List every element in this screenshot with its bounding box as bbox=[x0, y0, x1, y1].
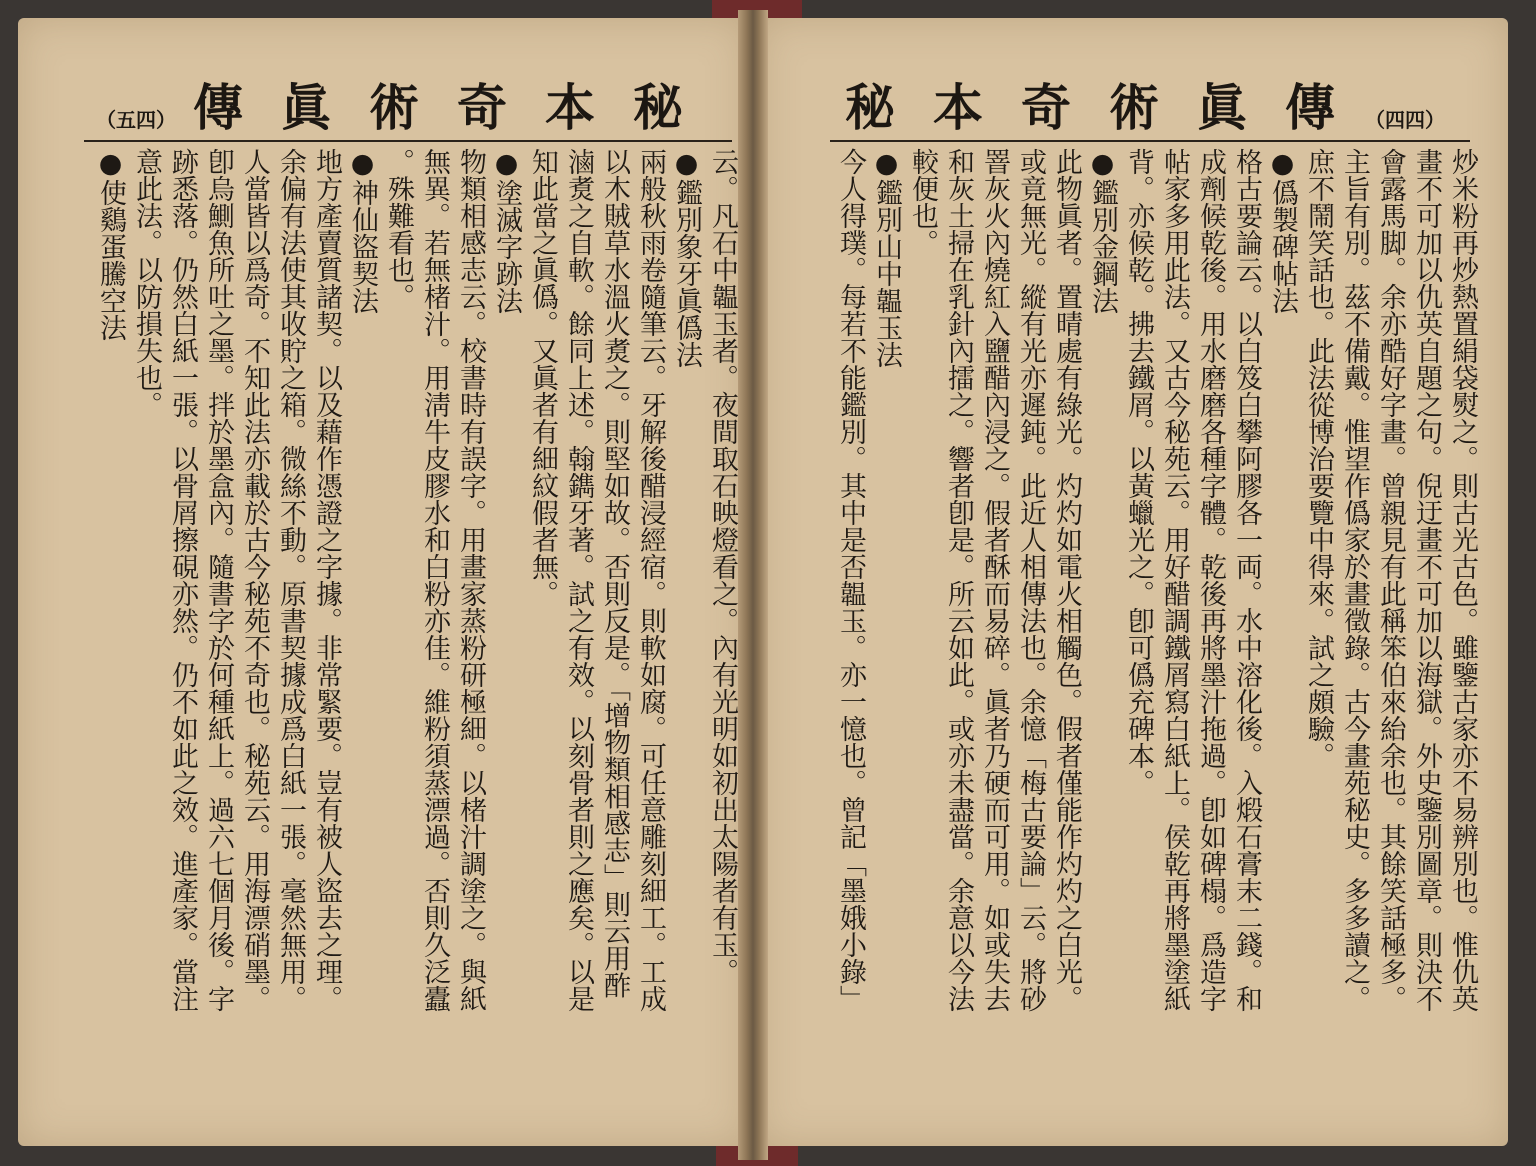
text-line: 今人得璞。每若不能鑑別。其中是否韞玉。亦一憶也。曾記「墨娥小錄」 bbox=[835, 148, 866, 1012]
title-char: 本 bbox=[933, 78, 983, 137]
text-line: 帖家多用此法。又古今秘苑云。用好醋調鐵屑寫白紙上。侯乾再將墨塗紙 bbox=[1159, 148, 1190, 1012]
section-heading: ●鑑別山中韞玉法 bbox=[871, 148, 902, 368]
right-page-title bbox=[840, 68, 1340, 140]
text-line: 意此法。以防損失也。 bbox=[131, 148, 162, 418]
text-line: 人當皆以爲奇。不知此法亦載於古今秘苑不奇也。秘苑云。用海漂硝墨。 bbox=[239, 148, 270, 1012]
text-line: 畫不可加以仇英自題之句。倪迂畫不可加以海獄。外史鑒別圖章。則決不 bbox=[1411, 148, 1442, 1012]
right-page-header bbox=[820, 68, 1460, 138]
left-page-number: （五四） bbox=[96, 108, 176, 132]
title-char: 秘 bbox=[633, 78, 683, 137]
text-line: 主旨有別。茲不備戴。惟望作僞家於畫徵錄。古今畫苑秘史。多多讀之。 bbox=[1339, 148, 1370, 1012]
text-line: 較便也。 bbox=[907, 148, 938, 256]
text-line: 和灰土掃在乳針內擂之。響者卽是。所云如此。或亦未盡當。余意以今法 bbox=[943, 148, 974, 1012]
text-line: 滷煑之自軟。餘同上述。翰鐫牙著。試之有效。以刻骨者則之應矣。以是 bbox=[563, 148, 594, 1012]
title-char: 奇 bbox=[457, 78, 507, 137]
right-page-body bbox=[800, 148, 1480, 1128]
title-char: 術 bbox=[369, 78, 419, 137]
text-line: 無異。若無楮汁。用淸牛皮膠水和白粉亦佳。維粉須蒸漂過。否則久泛蠹 bbox=[419, 148, 450, 1012]
title-char: 術 bbox=[1109, 78, 1159, 137]
title-char: 本 bbox=[545, 78, 595, 137]
text-line: 以木賊草水溫火煑之。則堅如故。否則反是。「增物類相感志」則云用酢 bbox=[599, 148, 630, 999]
text-line: 背。亦候乾。拂去鐵屑。以黃蠟光之。卽可僞充碑本。 bbox=[1123, 148, 1154, 796]
text-line: 或竟無光。縱有光亦遲鈍。此近人相傳法也。余憶「梅古要論」云。將砂 bbox=[1015, 148, 1046, 1012]
section-heading: ●神仙盜契法 bbox=[347, 148, 378, 314]
section-heading: ●塗滅字跡法 bbox=[491, 148, 522, 314]
left-page-title bbox=[188, 68, 688, 140]
text-line: 地方產賣質諸契。以及藉作憑證之字據。非常緊要。豈有被人盜去之理。 bbox=[311, 148, 342, 1012]
text-line: 罯灰火內燒紅入鹽醋內浸之。假者酥而易碎。眞者乃硬而可用。如或失去 bbox=[979, 148, 1010, 1012]
text-line: 卽烏鰂魚所吐之墨。拌於墨盒內。隨書字於何種紙上。過六七個月後。字 bbox=[203, 148, 234, 1012]
title-char: 秘 bbox=[845, 78, 895, 137]
text-line: 跡悉落。仍然白紙一張。以骨屑擦硯亦然。仍不如此之效。進產家。當注 bbox=[167, 148, 198, 1012]
section-heading: ●僞製碑帖法 bbox=[1267, 148, 1298, 314]
text-line: 余偏有法使其收貯之箱。微絲不動。原書契據成爲白紙一張。毫然無用。 bbox=[275, 148, 306, 1012]
right-page bbox=[760, 18, 1508, 1146]
right-header-rule bbox=[830, 140, 1470, 142]
title-char: 眞 bbox=[1197, 78, 1247, 137]
section-heading: ●鑑別金鋼法 bbox=[1087, 148, 1118, 314]
left-page-body bbox=[60, 148, 740, 1128]
text-line: 知此當之眞僞。又眞者有細紋假者無。 bbox=[527, 148, 558, 607]
text-line: 兩般秋雨卷隨筆云。牙解後醋浸經宿。則軟如腐。可任意雕刻細工。工成 bbox=[635, 148, 666, 1012]
text-line: 會露馬脚。余亦酷好字畫。曾親見有此稱笨伯來紿余也。其餘笑話極多。 bbox=[1375, 148, 1406, 1012]
section-heading: ●鑑別象牙眞僞法 bbox=[671, 148, 702, 368]
title-char: 奇 bbox=[1021, 78, 1071, 137]
text-line: 物類相感志云。校書時有誤字。用畫家蒸粉研極細。以楮汁調塗之。與紙 bbox=[455, 148, 486, 1012]
text-line: 。殊難看也。 bbox=[383, 148, 414, 310]
title-char: 傳 bbox=[1285, 78, 1335, 137]
section-heading: ●使鷄蛋騰空法 bbox=[95, 148, 126, 341]
text-line: 成劑候乾後。用水磨磨各種字體。乾後再將墨汁拖過。卽如碑榻。爲造字 bbox=[1195, 148, 1226, 1012]
text-line: 云。凡石中韞玉者。夜間取石映燈看之。內有光明如初出太陽者有玉。 bbox=[707, 148, 738, 985]
text-line: 此物眞者。置晴處有綠光。灼灼如電火相觸色。假者僅能作灼灼之白光。 bbox=[1051, 148, 1082, 1012]
text-line: 炒米粉再炒熱置絹袋熨之。則古光古色。雖鑒古家亦不易辨別也。惟仇英 bbox=[1447, 148, 1478, 1012]
left-page-header bbox=[88, 68, 728, 138]
book-spine bbox=[738, 10, 768, 1160]
left-header-rule bbox=[84, 140, 732, 142]
title-char: 傳 bbox=[193, 78, 243, 137]
left-page bbox=[18, 18, 746, 1146]
title-char: 眞 bbox=[281, 78, 331, 137]
right-page-number: （四四） bbox=[1365, 108, 1445, 132]
text-line: 庶不鬧笑話也。此法從博治要覽中得來。試之頗驗。 bbox=[1303, 148, 1334, 769]
text-line: 格古要論云。以白笈白攀阿膠各一両。水中溶化後。入煅石膏末二錢。和 bbox=[1231, 148, 1262, 1012]
